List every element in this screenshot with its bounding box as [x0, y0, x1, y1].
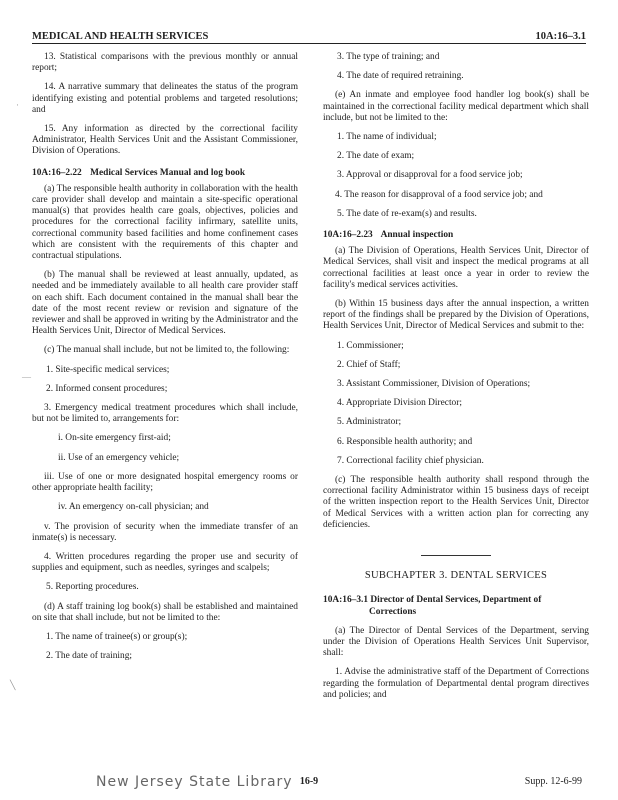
- list-item: 5. The date of re-exam(s) and results.: [337, 208, 477, 219]
- list-item: 1. The name of trainee(s) or group(s);: [46, 631, 188, 642]
- paragraph: 14. A narrative summary that delineates the status of the program identifying existing and potential problems and targeted resolutions; and: [32, 82, 298, 115]
- library-stamp: New Jersey State Library: [96, 774, 293, 790]
- section-divider: [421, 555, 491, 556]
- list-item: 4. Written procedures regarding the proper use and security of supplies and equipment, such as needles, syringes and scalpels;: [32, 551, 298, 574]
- list-item: 3. Approval or disapproval for a food service job;: [337, 170, 523, 181]
- sub-list-item: i. On-site emergency first-aid;: [58, 433, 171, 444]
- paragraph: (a) The responsible health authority in collaboration with the health care provider shall develop and maintain a site-specific operational manual(s) that provides health care goals, objectives, policies and procedures for the correctional facility infirmary, satellite units, correctional community based facilities and home confinement cases which are consistent with the requirements of this chapter and contractual stipulations.: [32, 183, 298, 262]
- list-item: 2. Chief of Staff;: [337, 359, 401, 370]
- right-column: [323, 52, 589, 709]
- list-item: 4. The reason for disapproval of a food service job; and: [335, 189, 543, 200]
- page-footer: [32, 776, 586, 792]
- section-heading: [323, 595, 589, 617]
- list-item: 4. The date of required retraining.: [337, 71, 464, 82]
- sub-list-item: v. The provision of security when the immediate transfer of an inmate(s) is necessary.: [32, 521, 298, 543]
- margin-mark: —: [22, 372, 31, 382]
- list-item: 1. Commissioner;: [337, 340, 404, 351]
- margin-mark: ╲: [10, 680, 16, 690]
- list-item: 3. The type of training; and: [337, 52, 440, 62]
- header-section-number: 10A:16–3.1: [535, 31, 586, 42]
- supplement-date: Supp. 12-6-99: [524, 776, 582, 787]
- header-title: MEDICAL AND HEALTH SERVICES: [32, 31, 209, 42]
- page-number: 16-9: [299, 776, 319, 787]
- sub-list-item: ii. Use of an emergency vehicle;: [58, 452, 180, 463]
- paragraph: (c) The manual shall include, but not be limited to, the following:: [44, 345, 290, 356]
- list-item: 1. Advise the administrative staff of the Department of Corrections regarding the formulation of Departmental dental program directives and policies; and: [323, 667, 589, 700]
- paragraph: 13. Statistical comparisons with the previous monthly or annual report;: [32, 52, 298, 74]
- paragraph: (a) The Director of Dental Services of the Department, serving under the Division of Operations Health Services Unit Supervisor, shall:: [323, 625, 589, 659]
- sub-list-item: iv. An emergency on-call physician; and: [58, 502, 209, 513]
- list-item: 3. Assistant Commissioner, Division of Operations;: [337, 379, 531, 390]
- margin-mark: ·: [16, 100, 19, 110]
- list-item: 2. Informed consent procedures;: [46, 383, 168, 394]
- list-item: 4. Appropriate Division Director;: [337, 398, 462, 409]
- section-number: 10A:16–2.22: [32, 167, 82, 178]
- subchapter-heading: SUBCHAPTER 3. DENTAL SERVICES: [364, 570, 548, 582]
- list-item: 5. Administrator;: [337, 417, 402, 428]
- list-item: 7. Correctional facility chief physician.: [337, 455, 484, 466]
- paragraph: 15. Any information as directed by the correctional facility Administrator, Health Services Unit and the Assistant Commissioner, Division of Operations.: [32, 124, 298, 157]
- list-item: 1. Site-specific medical services;: [46, 364, 170, 375]
- section-title: Annual inspection: [380, 230, 454, 241]
- section-heading: [323, 230, 589, 241]
- running-header: [32, 31, 586, 47]
- left-column: [32, 52, 298, 670]
- list-item: 6. Responsible health authority; and: [337, 436, 473, 447]
- header-rule: [32, 43, 586, 44]
- list-item: 2. The date of training;: [46, 651, 132, 662]
- sub-list-item: iii. Use of one or more designated hospital emergency rooms or other appropriate health facility;: [32, 471, 298, 494]
- paragraph: (c) The responsible health authority shall respond through the correctional facility Administrator within 15 business days of receipt of the written inspection report to the Health Services Unit, Director of Medical Services with a written action plan for correcting any deficiencies.: [323, 475, 589, 530]
- paragraph: (b) The manual shall be reviewed at least annually, updated, as needed and be immediately available to all health care provider staff on each shift. Each document contained in the manual shall bear the date of the most recent review or revision and signature of the reviewer and shall be approved in writing by the Administrator and the Health Services Unit, Director of Medical Services.: [32, 270, 298, 337]
- list-item: 5. Reporting procedures.: [46, 582, 139, 593]
- paragraph: (d) A staff training log book(s) shall be established and maintained on site that shall include, but not be limited to the:: [32, 601, 298, 623]
- list-item: 2. The date of exam;: [337, 151, 415, 162]
- section-number: 10A:16–3.1: [323, 595, 369, 606]
- list-item: 1. The name of individual;: [337, 132, 437, 143]
- list-item: 3. Emergency medical treatment procedures which shall include, but not be limited to, arrangements for:: [32, 403, 298, 425]
- section-title: Director of Dental Services, Department of Corrections: [369, 595, 542, 617]
- section-title: Medical Services Manual and log book: [90, 167, 246, 178]
- paragraph: (e) An inmate and employee food handler log book(s) shall be maintained in the correctional facility medical department which shall include, but not be limited to the:: [323, 90, 589, 123]
- paragraph: (b) Within 15 business days after the annual inspection, a written report of the findings shall be prepared by the Division of Operations, Health Services Unit, Director of Medical Services and submit to the:: [323, 299, 589, 332]
- paragraph: (a) The Division of Operations, Health Services Unit, Director of Medical Services, shall visit and inspect the medical programs at all correctional facilities at least once a year in order to review the facility's medical services activities.: [323, 246, 589, 290]
- section-heading: [32, 168, 298, 179]
- section-number: 10A:16–2.23: [323, 230, 373, 241]
